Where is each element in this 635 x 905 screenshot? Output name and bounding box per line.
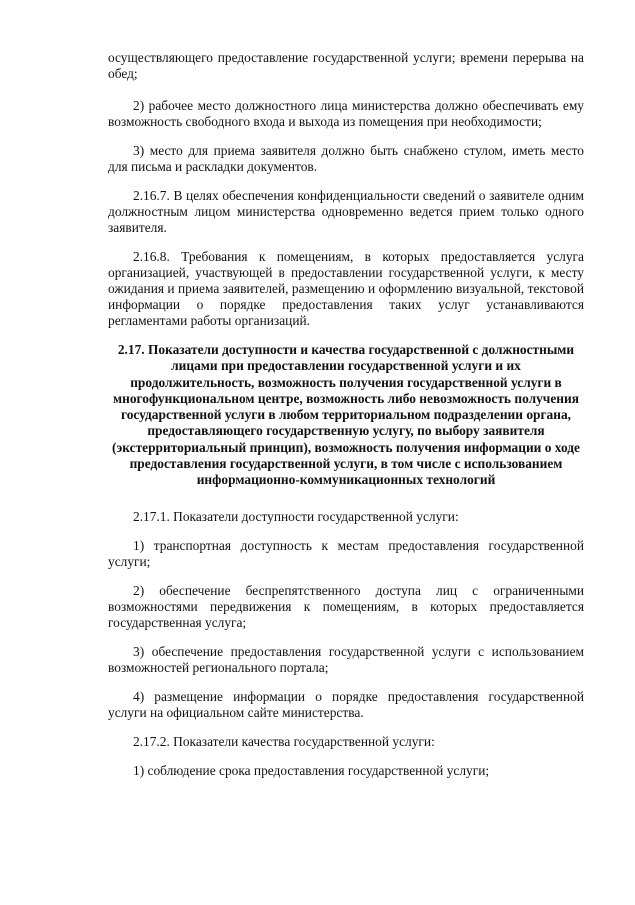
list-item-unobstructed-access: 2) обеспечение беспрепятственного доступа лиц с ограниченными возможностями передвижения к помещениям, в которых предоставляется государственная услуга; [108, 582, 584, 630]
list-item-official-site: 4) размещение информации о порядке предоставления государственной услуги на официальном сайте министерства. [108, 688, 584, 720]
document-body [108, 50, 584, 792]
paragraph-2-17-2: 2.17.2. Показатели качества государственной услуги: [133, 733, 435, 749]
list-item-deadline-compliance: 1) соблюдение срока предоставления государственной услуги; [133, 762, 490, 778]
paragraph-continuation: осуществляющего предоставление государственной услуги; времени перерыва на обед; [108, 50, 584, 81]
paragraph-workplace-requirement: 2) рабочее место должностного лица министерства должно обеспечивать ему возможность свободного входа и выхода из помещения при необходимости; [108, 98, 584, 129]
paragraph-applicant-seat: 3) место для приема заявителя должно быть снабжено стулом, иметь место для письма и раскладки документов. [108, 143, 584, 174]
paragraph-2-16-7: 2.16.7. В целях обеспечения конфиденциальности сведений о заявителе одним должностным лицом министерства одновременно ведется прием только одного заявителя. [108, 188, 584, 235]
paragraph-2-17-1: 2.17.1. Показатели доступности государственной услуги: [133, 508, 459, 524]
list-item-regional-portal: 3) обеспечение предоставления государственной услуги с использованием возможностей регионального портала; [108, 643, 584, 675]
section-heading-2-17: 2.17. Показатели доступности и качества государственной с должностными лицами при предоставлении государственной услуги и их продолжительность, возможность получения государственной услуги в многофункциональном центре, возможность либо невозможность получения государственной услуги в любом территориальном подразделении органа, предоставляющего государственную услугу, по выбору заявителя (экстерриториальный принцип), возможность получения информации о ходе предоставления государственной услуги, в том числе с использованием информационно-коммуникационных технологий [112, 342, 580, 488]
paragraph-2-16-8: 2.16.8. Требования к помещениям, в которых предоставляется услуга организацией, участвующей в предоставлении государственной услуги, к месту ожидания и приема заявителей, размещению и оформлению визуальной, текстовой информации о порядке предоставления таких услуг устанавливаются регламентами работы организаций. [108, 249, 584, 328]
list-item-transport-access: 1) транспортная доступность к местам предоставления государственной услуги; [108, 537, 584, 569]
